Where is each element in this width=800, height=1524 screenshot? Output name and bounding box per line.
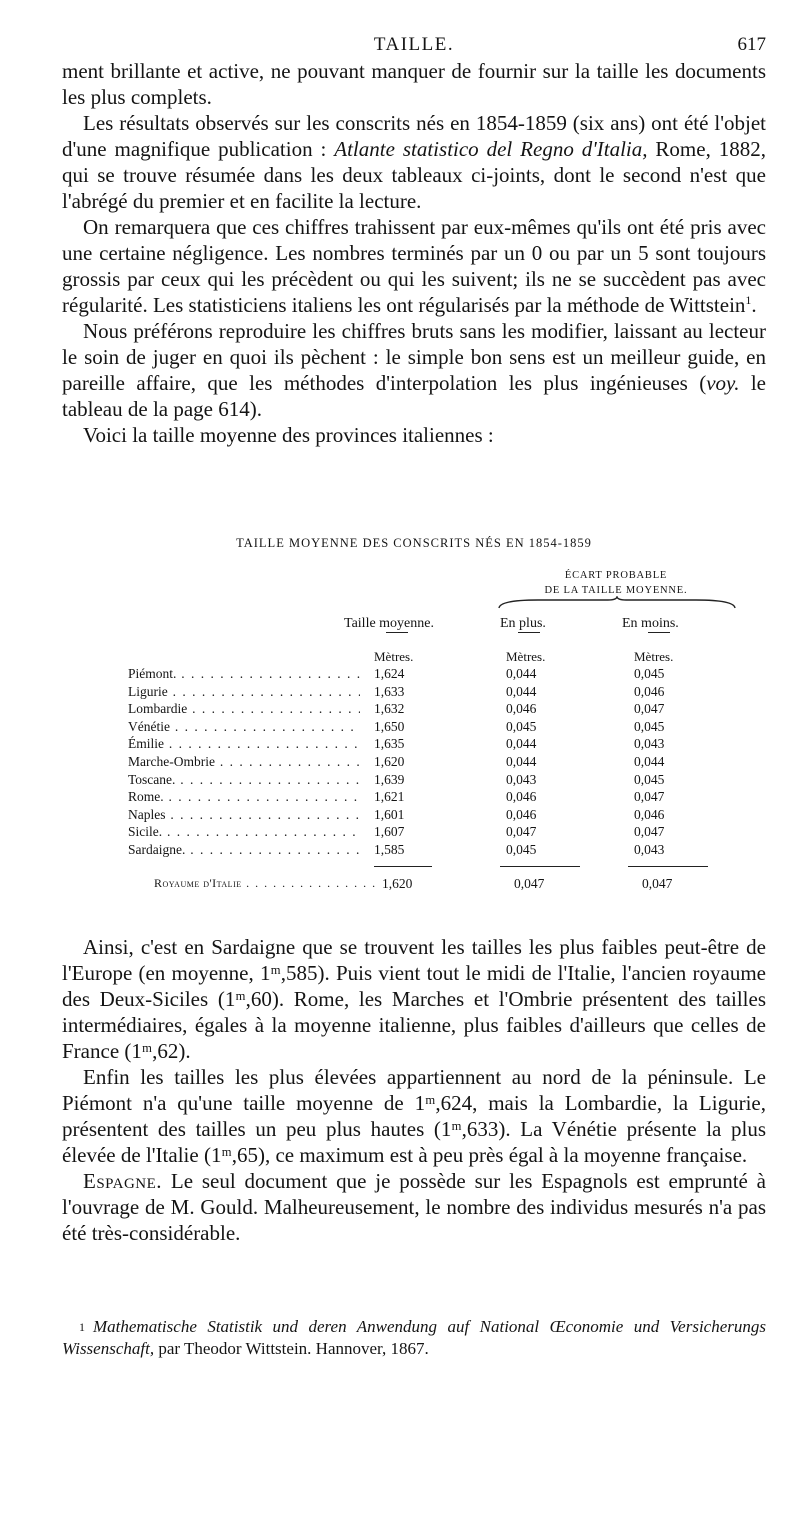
table-row: Piémont. . . . 1,624 0,044 0,045 [62,666,766,684]
paragraph-voici: Voici la taille moyenne des provinces italiennes : [83,423,494,447]
table-row: Toscane. . . . 1,639 0,043 0,045 [62,772,766,790]
table-total-row: Royaume d'Italie . . . 1,620 0,047 0,047 [62,876,766,894]
paragraph-continuation: ment brillante et active, ne pouvant manquer de fournir sur la taille les documents les plus complets. [62,59,766,109]
sum-rule [628,866,708,867]
paragraph-preferons: Nous préférons reproduire les chiffres bruts sans les modifier, laissant au lecteur le soin de juger en quoi ils pèchent : le simple bon sens est un meilleur guide, en pareille affaire, que les méthodes d'interpolation les plus ingénieuses (voy. le tableau de la page 614). [62,319,767,421]
table-row: Ligurie . . . 1,633 0,044 0,046 [62,684,766,702]
footnote-ref: 1 [745,293,752,307]
table-row: Lombardie . . . 1,632 0,046 0,047 [62,701,766,719]
table-rows [62,666,766,860]
total-label: Royaume d'Italie . . . [154,876,376,891]
body-text-top [62,58,766,448]
page-header [62,28,766,58]
page [62,28,766,448]
dash-divider [648,632,670,633]
paragraph-espagne: Espagne. Le seul document que je possède sur les Espagnols est emprunté à l'ouvrage de M. Gould. Malheureusement, le nombre des individus mesurés n'a pas été très-considérable. [62,1169,766,1245]
footnote-title: Mathematische Statistik und deren Anwendung auf National Œconomie und Versicherungs Wissenschaft, [62,1317,766,1358]
paragraph-enfin: Enfin les tailles les plus élevées appartiennent au nord de la péninsule. Le Piémont n'a qu'une taille moyenne de 1ᵐ,624, mais la Lombardie, la Ligurie, présentent des tailles un peu plus hautes (1ᵐ,633). La Vénétie présente la plus élevée de l'Italie (1ᵐ,65), ce maximum est à peu près égal à la moyenne française. [62,1065,766,1167]
body-text-bottom [62,934,766,1246]
table-row: Vénétie . . . 1,650 0,045 0,045 [62,719,766,737]
footnote-mark: 1 [79,1320,85,1334]
col-header-moins: En moins. [622,616,679,631]
dash-divider [518,632,540,633]
table-title: TAILLE MOYENNE DES CONSCRITS NÉS EN 1854-1859 [236,536,592,550]
table-row: Rome. . . . 1,621 0,046 0,047 [62,789,766,807]
sum-rule [374,866,432,867]
unit-label: Mètres. [506,649,546,664]
sum-rule [500,866,580,867]
section-label: Espagne. [83,1169,163,1193]
table-row: Sicile. . . . 1,607 0,047 0,047 [62,824,766,842]
publication-title: Atlante statistico del Regno d'Italia, [334,137,648,161]
stature-table [62,536,766,891]
col-header-taille: Taille moyenne. [344,616,434,631]
table-row: Émilie . . . 1,635 0,044 0,043 [62,736,766,754]
brace-icon [498,596,736,610]
page-number: 617 [737,34,766,55]
col-header-plus: En plus. [500,616,546,631]
paragraph-remarque: On remarquera que ces chiffres trahissent par eux-mêmes qu'ils ont été pris avec une certaine négligence. Les nombres terminés par un 0 ou par un 5 sont toujours grossis par ceux qui les précèdent ou qui les suivent; ils ne se succèdent pas avec régularité. Les statisticiens italiens les ont régularisés par la méthode de Wittstein$^1$. [62,215,766,317]
unit-label: Mètres. [374,649,414,664]
footnote: $^1$ Mathematische Statistik und deren Anwendung auf National Œconomie und Versicherungs Wissenschaft, par Theodor Wittstein. Hannover, 1867. [62,1317,766,1358]
table-row: Marche-Ombrie . . . 1,620 0,044 0,044 [62,754,766,772]
paragraph-results: Les résultats observés sur les conscrits nés en 1854-1859 (six ans) ont été l'objet d'une magnifique publication : Atlante statistico del Regno d'Italia, Rome, 1882, qui se trouve résumée dans les deux tableaux ci-joints, dont le second n'est que l'abrégé du premier et en facilite la lecture. [62,111,767,213]
table-row: Sardaigne. . . . 1,585 0,045 0,043 [62,842,766,860]
running-title: TAILLE. [373,34,455,55]
ecart-heading: ÉCART PROBABLE DE LA TAILLE MOYENNE. [544,570,688,596]
dash-divider [386,632,408,633]
table-row: Naples . . . 1,601 0,046 0,046 [62,807,766,825]
unit-label: Mètres. [634,649,674,664]
paragraph-ainsi: Ainsi, c'est en Sardaigne que se trouvent les tailles les plus faibles peut-être de l'Europe (en moyenne, 1ᵐ,585). Puis vient tout le midi de l'Italie, l'ancien royaume des Deux-Siciles (1ᵐ,60). Rome, les Marches et l'Ombrie présentent des tailles intermédiaires, égales à la moyenne italienne, plus faibles d'ailleurs que celles de France (1ᵐ,62). [62,935,766,1063]
